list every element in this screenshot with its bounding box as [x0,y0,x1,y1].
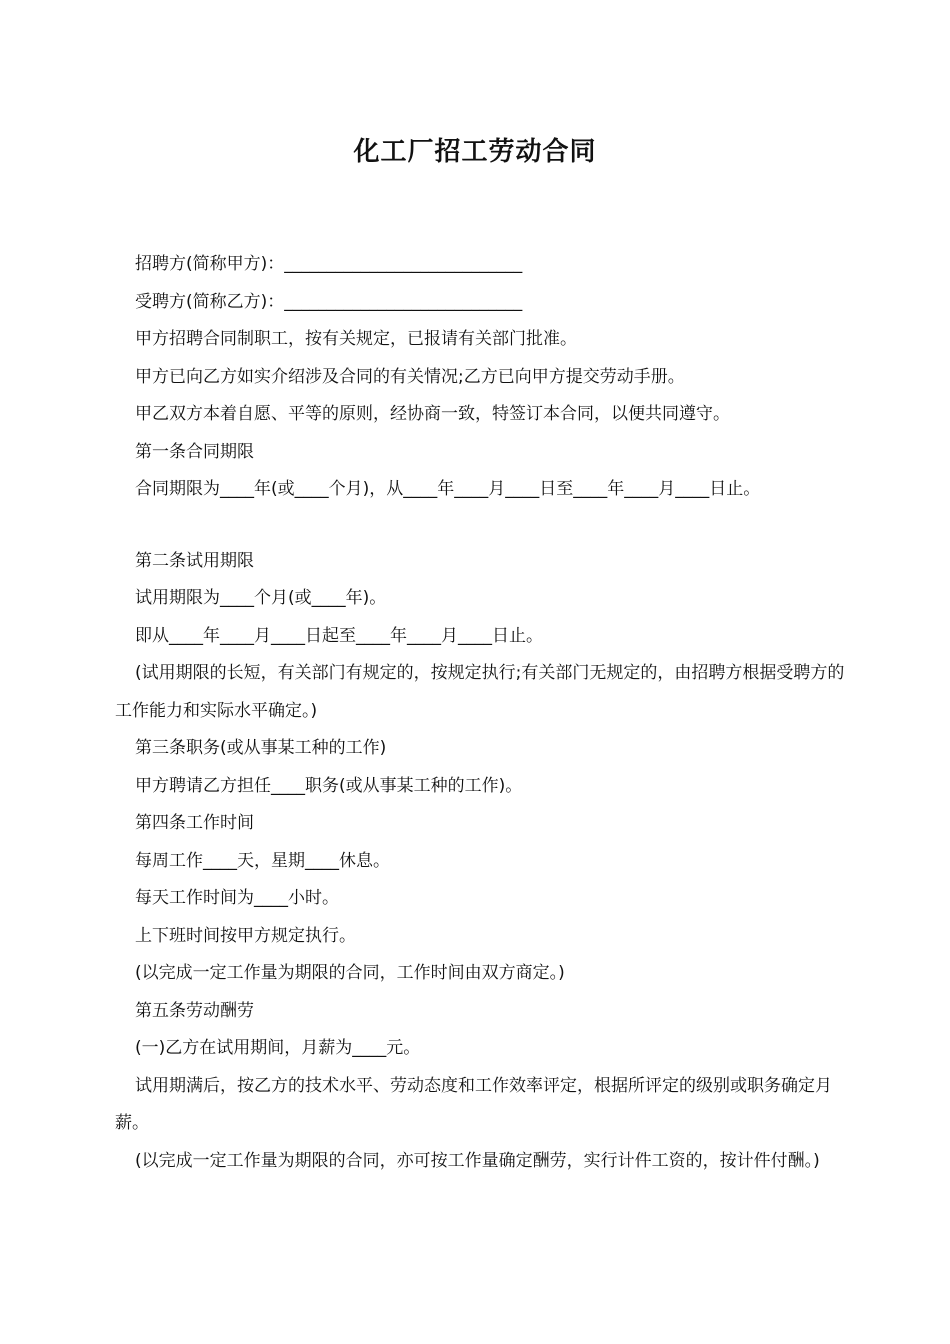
paragraph: 试用期满后，按乙方的技术水平、劳动态度和工作效率评定，根据所评定的级别或职务确定月薪。 [115,1075,832,1133]
paragraph: 即从____年____月____日起至____年____月____日止。 [135,625,543,646]
article-heading: 第二条试用期限 [135,550,254,571]
contract-body [115,246,845,1180]
paragraph: 合同期限为____年(或____个月)，从____年____月____日至____年____月____日止。 [135,479,761,499]
article-heading: 第四条工作时间 [135,813,254,833]
article-heading: 第五条劳动酬劳 [135,1000,254,1021]
paragraph: 甲方聘请乙方担任____职务(或从事某工种的工作)。 [135,775,523,796]
party-a-line: 招聘方(简称甲方)：____________________________ [135,254,523,274]
paragraph: 试用期限为____个月(或____年)。 [135,588,387,608]
paragraph: 每周工作____天，星期____休息。 [135,850,390,871]
spacer [115,509,845,543]
party-b-line: 受聘方(简称乙方)：____________________________ [135,291,523,312]
document-title: 化工厂招工劳动合同 [353,137,597,167]
paragraph: 甲乙双方本着自愿、平等的原则，经协商一致，特签订本合同，以便共同遵守。 [135,404,730,424]
paragraph: 甲方已向乙方如实介绍涉及合同的有关情况;乙方已向甲方提交劳动手册。 [135,366,685,387]
paragraph: 甲方招聘合同制职工，按有关规定，已报请有关部门批准。 [135,329,577,349]
paragraph: 每天工作时间为____小时。 [135,888,339,908]
article-heading: 第一条合同期限 [135,441,254,462]
paragraph: (以完成一定工作量为期限的合同，亦可按工作量确定酬劳，实行计件工资的，按计件付酬。) [135,1150,820,1171]
paragraph: (以完成一定工作量为期限的合同，工作时间由双方商定。) [135,963,565,983]
article-heading: 第三条职务(或从事某工种的工作) [135,738,387,758]
paragraph: 上下班时间按甲方规定执行。 [135,925,356,946]
paragraph: (试用期限的长短，有关部门有规定的，按规定执行;有关部门无规定的，由招聘方根据受聘方的工作能力和实际水平确定。) [115,663,845,721]
paragraph: (一)乙方在试用期间，月薪为____元。 [135,1038,421,1058]
